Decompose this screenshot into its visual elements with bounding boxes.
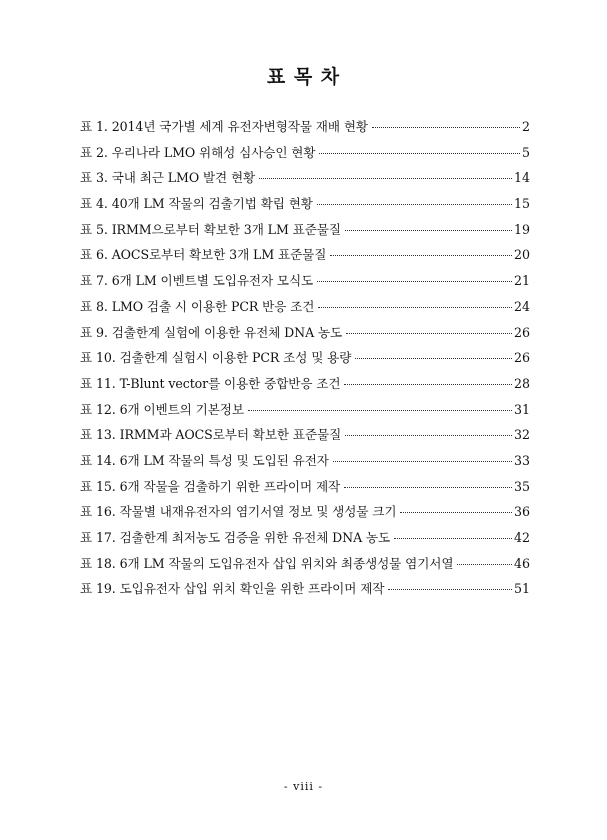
toc-entry[interactable] — [80, 116, 530, 142]
toc-entry-page-number: 28 — [513, 375, 530, 391]
toc-entry-page-number: 35 — [513, 478, 530, 494]
dot-leader — [317, 204, 512, 205]
dot-leader — [457, 564, 512, 565]
toc-entry-label: 표 18. 6개 LM 작물의 도입유전자 삽입 위치와 최종생성물 염기서열 — [80, 555, 454, 571]
dot-leader — [400, 512, 512, 513]
toc-entry-label: 표 8. LMO 검출 시 이용한 PCR 반응 조건 — [80, 298, 315, 314]
toc-entry-page-number: 15 — [513, 196, 530, 212]
toc-entry[interactable] — [80, 399, 530, 425]
dot-leader — [319, 153, 520, 154]
dot-leader — [344, 487, 512, 488]
toc-entry-label: 표 12. 6개 이벤트의 기본정보 — [80, 401, 244, 417]
toc-entry-label: 표 3. 국내 최근 LMO 발견 현황 — [80, 170, 256, 186]
dot-leader — [344, 384, 512, 385]
page-number: - viii - — [283, 780, 324, 793]
toc-entry-label: 표 9. 검출한계 실험에 이용한 유전체 DNA 농도 — [80, 324, 343, 340]
dot-leader — [345, 230, 512, 231]
toc-entry-page-number: 26 — [513, 324, 530, 340]
toc-entry-page-number: 19 — [513, 221, 530, 237]
toc-entry-page-number: 21 — [513, 273, 530, 289]
toc-entry[interactable] — [80, 476, 530, 502]
toc-entry-label: 표 19. 도입유전자 삽입 위치 확인을 위한 프라이머 제작 — [80, 581, 385, 597]
dot-leader — [355, 358, 512, 359]
table-of-contents — [80, 116, 530, 604]
toc-entry-page-number: 14 — [513, 170, 530, 186]
dot-leader — [317, 281, 512, 282]
toc-entry-page-number: 2 — [521, 119, 530, 134]
toc-entry[interactable] — [80, 450, 530, 476]
dot-leader — [330, 255, 512, 256]
toc-entry-page-number: 24 — [513, 298, 530, 314]
dot-leader — [372, 127, 520, 128]
dot-leader — [333, 461, 512, 462]
toc-entry[interactable] — [80, 501, 530, 527]
toc-entry[interactable] — [80, 219, 530, 245]
dot-leader — [248, 410, 512, 411]
toc-entry-label: 표 14. 6개 LM 작물의 특성 및 도입된 유전자 — [80, 452, 329, 468]
dot-leader — [318, 307, 512, 308]
toc-entry-label: 표 5. IRMM으로부터 확보한 3개 LM 표준물질 — [80, 221, 341, 237]
toc-entry-page-number: 20 — [513, 247, 530, 263]
dot-leader — [388, 589, 512, 590]
dot-leader — [259, 178, 512, 179]
toc-entry[interactable] — [80, 167, 530, 193]
toc-entry-page-number: 36 — [513, 504, 530, 520]
toc-entry-label: 표 1. 2014년 국가별 세계 유전자변형작물 재배 현황 — [80, 119, 368, 134]
toc-entry-label: 표 13. IRMM과 AOCS로부터 확보한 표준물질 — [80, 427, 342, 443]
toc-entry-label: 표 11. T-Blunt vector를 이용한 중합반응 조건 — [80, 375, 341, 391]
toc-entry[interactable] — [80, 193, 530, 219]
toc-entry-page-number: 5 — [521, 144, 530, 160]
toc-entry[interactable] — [80, 322, 530, 348]
toc-entry-page-number: 51 — [513, 581, 530, 597]
toc-entry[interactable] — [80, 527, 530, 553]
toc-entry-label: 표 15. 6개 작물을 검출하기 위한 프라이머 제작 — [80, 478, 341, 494]
toc-entry[interactable] — [80, 373, 530, 399]
toc-entry-label: 표 2. 우리나라 LMO 위해성 심사승인 현황 — [80, 144, 316, 160]
toc-entry-label: 표 4. 40개 LM 작물의 검출기법 확립 현황 — [80, 196, 313, 212]
dot-leader — [394, 538, 512, 539]
toc-entry-label: 표 6. AOCS로부터 확보한 3개 LM 표준물질 — [80, 247, 327, 263]
toc-entry[interactable] — [80, 553, 530, 579]
toc-entry[interactable] — [80, 578, 530, 604]
toc-entry-page-number: 31 — [513, 401, 530, 417]
toc-entry[interactable] — [80, 142, 530, 168]
toc-entry-label: 표 17. 검출한계 최저농도 검증을 위한 유전체 DNA 농도 — [80, 530, 391, 545]
toc-entry[interactable] — [80, 424, 530, 450]
toc-entry-page-number: 26 — [513, 350, 530, 366]
toc-entry-label: 표 10. 검출한계 실험시 이용한 PCR 조성 및 용량 — [80, 350, 352, 366]
toc-entry-page-number: 32 — [513, 427, 530, 443]
toc-entry[interactable] — [80, 270, 530, 296]
dot-leader — [345, 435, 512, 436]
toc-entry-page-number: 46 — [513, 555, 530, 571]
toc-entry-label: 표 16. 작물별 내재유전자의 염기서열 정보 및 생성물 크기 — [80, 504, 397, 520]
toc-entry[interactable] — [80, 244, 530, 270]
toc-entry[interactable] — [80, 296, 530, 322]
toc-entry-page-number: 33 — [513, 452, 530, 468]
toc-entry[interactable] — [80, 347, 530, 373]
toc-entry-label: 표 7. 6개 LM 이벤트별 도입유전자 모식도 — [80, 273, 314, 289]
page-title: 표 목 차 — [266, 66, 341, 88]
dot-leader — [346, 333, 512, 334]
toc-entry-page-number: 42 — [513, 530, 530, 545]
